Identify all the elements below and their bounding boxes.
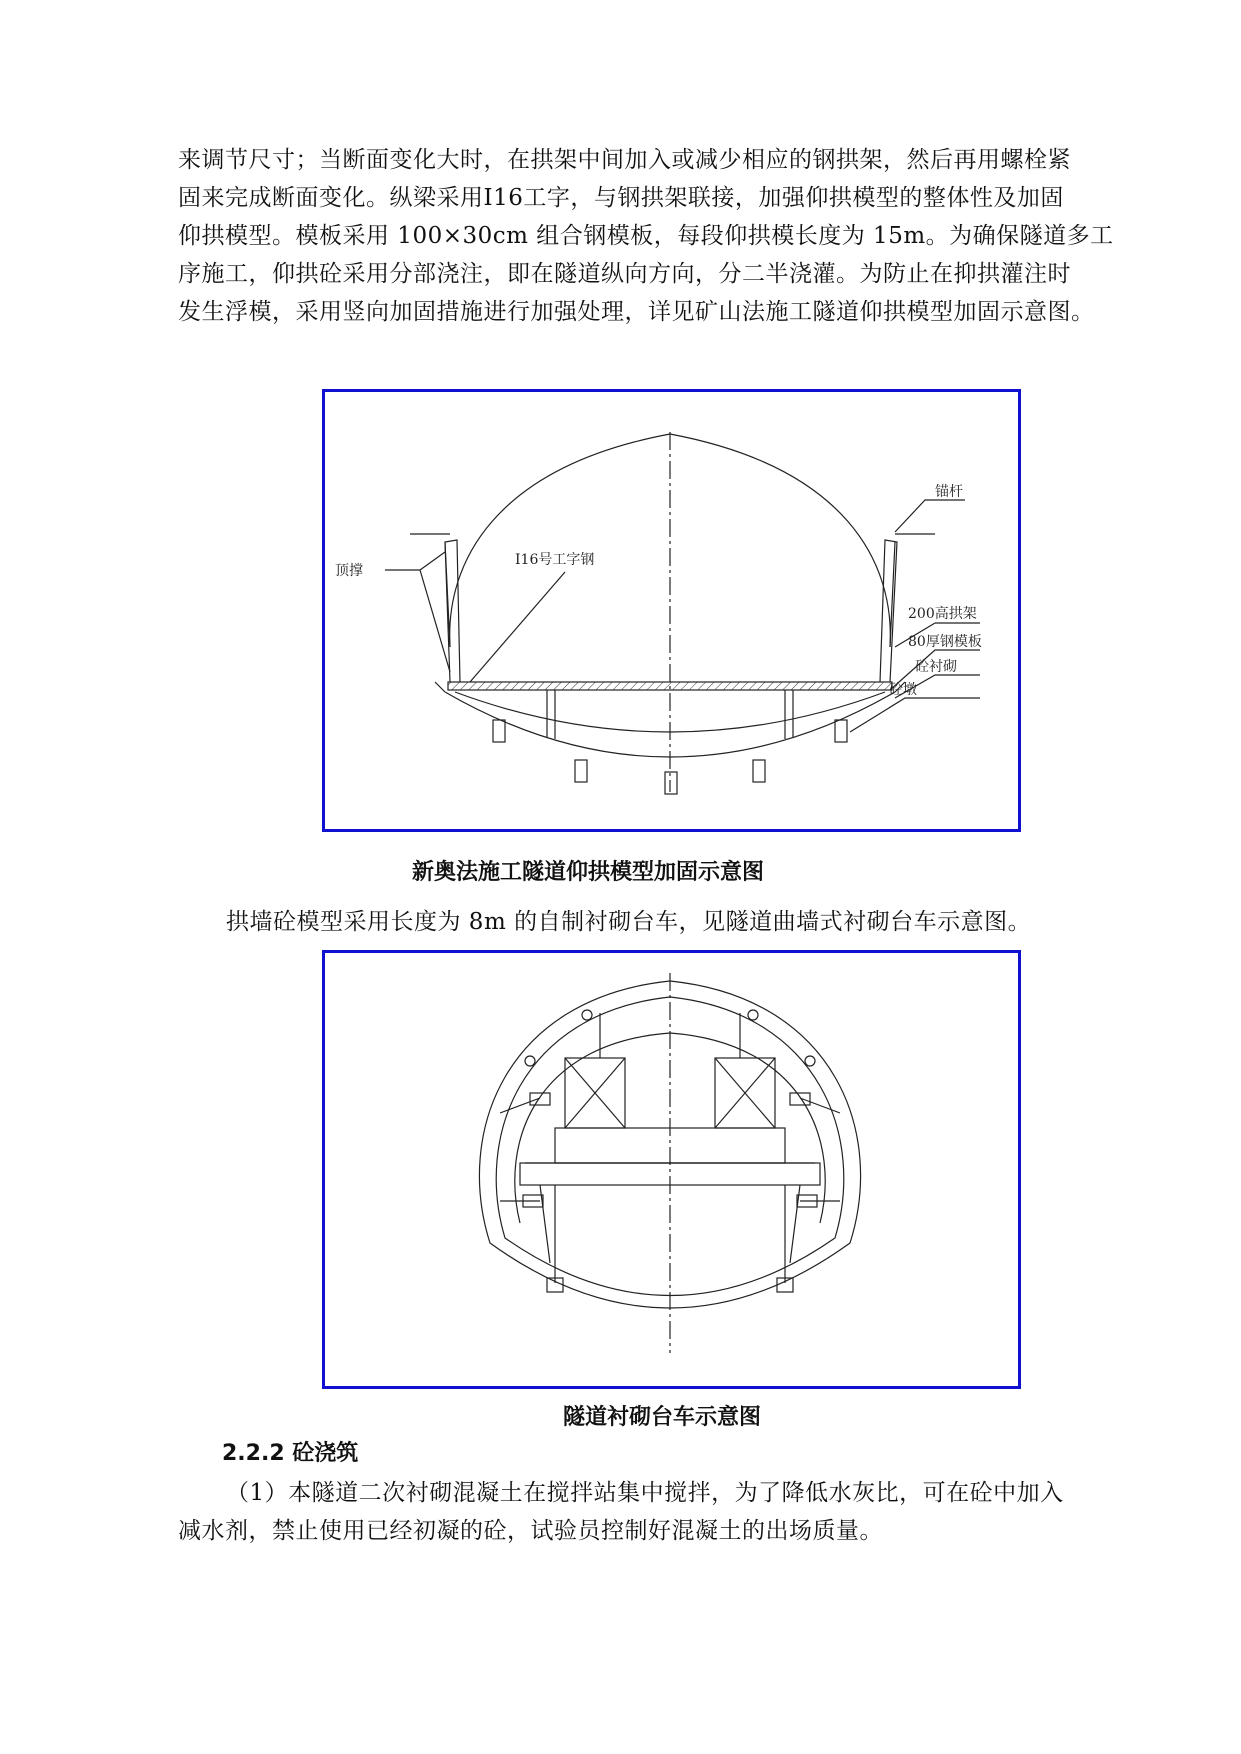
para3-line-1: （1）本隧道二次衬砌混凝土在搅拌站集中搅拌，为了降低水灰比，可在砼中加入: [226, 1480, 1064, 1506]
para2-line: 拱墙砼模型采用长度为 8m 的自制衬砌台车，见隧道曲墙式衬砌台车示意图。: [226, 909, 1032, 935]
figure1-caption: 新奥法施工隧道仰拱模型加固示意图: [412, 860, 765, 885]
label-steel-form: 80厚钢模板: [908, 634, 982, 650]
pier-5: [835, 720, 847, 742]
label-i-beam: I16号工字钢: [515, 552, 595, 568]
figure2-caption: 隧道衬砌台车示意图: [563, 1405, 762, 1430]
paragraph-2: [178, 903, 1112, 941]
paragraph-3: [178, 1474, 1112, 1550]
intro-line-4: 序施工，仰拱砼采用分部浇注，即在隧道纵向方向，分二半浇灌。为防止在抑拱灌注时: [178, 261, 1071, 287]
pier-3: [665, 772, 677, 794]
intro-line-3: 仰拱模型。模板采用 100×30cm 组合钢模板，每段仰拱模长度为 15m。为确保隧道多工: [178, 223, 1114, 249]
invert-formwork-diagram: [325, 392, 1018, 829]
para3-line-2: 减水剂，禁止使用已经初凝的砼，试验员控制好混凝土的出场质量。: [178, 1518, 883, 1544]
label-pier: 砼墩: [889, 682, 917, 698]
hinge-3: [525, 1056, 535, 1066]
pier-4: [753, 760, 765, 782]
pier-2: [575, 760, 587, 782]
hinge-4: [805, 1056, 815, 1066]
figure-lining-trolley: [322, 950, 1021, 1389]
section-heading: 2.2.2 砼浇筑: [222, 1441, 359, 1466]
hinge-2: [748, 1010, 758, 1020]
label-arch-frame: 200高拱架: [908, 606, 977, 622]
leader-i-beam: [470, 572, 565, 682]
intro-paragraph: [178, 141, 1112, 331]
intro-line-5: 发生浮模，采用竖向加固措施进行加强处理，详见矿山法施工隧道仰拱模型加固示意图。: [178, 299, 1095, 325]
hinge-1: [582, 1010, 592, 1020]
label-anchor: 锚杆: [935, 484, 963, 500]
intro-line-2: 固来完成断面变化。纵梁采用Ⅰ16工字，与钢拱架联接，加强仰拱模型的整体性及加固: [178, 185, 1064, 211]
pier-1: [493, 720, 505, 742]
label-lining: 砼衬砌: [915, 659, 957, 675]
lining-trolley-diagram: [325, 953, 1018, 1386]
leader-pier: [850, 698, 980, 732]
label-top-brace: 顶撑: [335, 563, 363, 579]
figure-invert-formwork: [322, 389, 1021, 832]
leader-top-brace: [385, 552, 445, 570]
intro-line-1: 来调节尺寸；当断面变化大时，在拱架中间加入或减少相应的钢拱架，然后再用螺栓紧: [178, 147, 1071, 173]
leader-anchor: [895, 500, 965, 532]
